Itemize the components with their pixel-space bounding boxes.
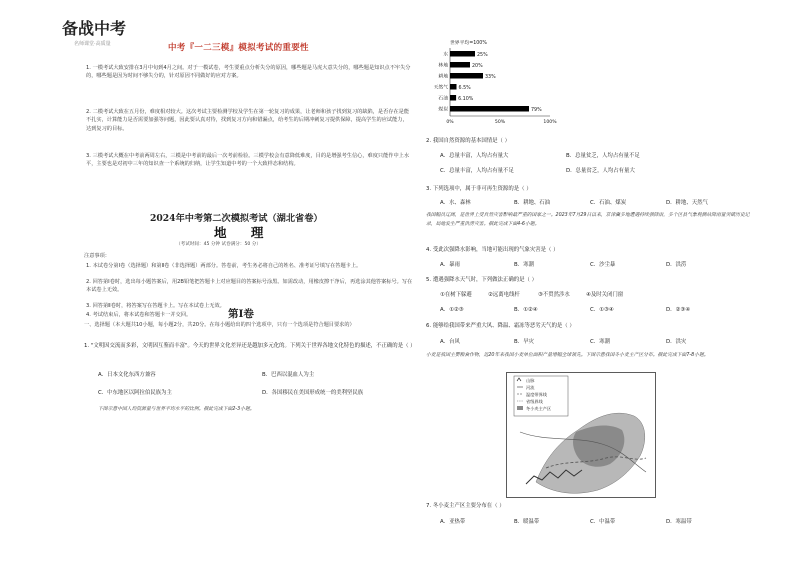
category-label: 林地 bbox=[438, 63, 448, 69]
intro-paragraph-3: 3. 三模考试大概在中考前两周左右，三模是中考前的最后一次考前检验。三模学校会有意降低难度，目的是增强考生信心，难度只能作中上水平，主要也是对初中三年的知识查一个系统的归纳，让学生知道中考的一个大致样态和结构。 bbox=[86, 153, 410, 168]
q5-option-b: B．①②④ bbox=[514, 307, 538, 313]
q5-option-c: C．①③④ bbox=[590, 307, 614, 313]
category-label: 耕地 bbox=[438, 74, 448, 80]
notes-title: 注意事项： bbox=[84, 253, 110, 259]
category-label: 煤炭 bbox=[438, 107, 448, 113]
question-3: 3. 下列选项中，属于非可再生资源的是（ ） bbox=[426, 186, 532, 192]
q1-option-d: D．各国移民在美国形成统一的美利坚民族 bbox=[262, 390, 364, 396]
q5-statement-3: ③不贸然涉水 bbox=[538, 292, 570, 298]
resource-bar-chart bbox=[422, 36, 562, 132]
q3-option-d: D．耕地、天然气 bbox=[666, 200, 708, 206]
q5-statement-1: ①在树下躲避 bbox=[440, 292, 472, 298]
wheat-area-icon bbox=[517, 406, 523, 410]
question-4: 4. 受此次强降水影响，当地可能出现的气象灾害是（ ） bbox=[426, 247, 559, 253]
value-label: 33% bbox=[485, 74, 496, 80]
x-tick-label: 100% bbox=[543, 120, 557, 125]
question-6: 6. 能够给我国带来严重大风、降温、霜冻等恶劣天气的是（ ） bbox=[426, 323, 575, 329]
value-label: 6.10% bbox=[458, 96, 474, 102]
category-label: 水 bbox=[443, 52, 448, 58]
x-tick-label: 0% bbox=[446, 120, 454, 125]
exam-info: （考试时间：45 分钟 试卷满分：50 分） bbox=[176, 242, 261, 247]
intro-paragraph-2: 2. 二模考试大致在五月份，难度相对较大。这次考试主要检测学校及学生在第一轮复习的成果，让老师和孩子找到复习的缺陷，是否存在是能不扎实，计算能力是否需要加强等问题，因此要认真对待，找到复习方向和错漏点，给考生的后期冲刺复习提供保障，提高学生的应试能力，达到复习的目标。 bbox=[86, 109, 410, 132]
question-2: 2. 我国自然资源的基本国情是（ ） bbox=[426, 138, 511, 144]
q3-option-b: B．耕地、石油 bbox=[514, 200, 551, 206]
note-1: 1. 本试卷分第Ⅰ卷（选择题）和第Ⅱ卷（非选择题）两部分。答卷前，考生务必将自己的姓名、准考证号填写在答题卡上。 bbox=[86, 263, 362, 269]
logo-subtext: 名师课堂·高质量 bbox=[74, 41, 111, 47]
note-4: 4. 考试结束后，将本试卷和答题卡一并交回。 bbox=[86, 312, 192, 318]
q4-option-a: A．暴雨 bbox=[440, 262, 460, 268]
value-label: 79% bbox=[531, 107, 542, 113]
note-2: 2. 回答第Ⅰ卷时，选出每小题答案后，用2B铅笔把答题卡上对应题目的答案标号涂黑。如需改动，用橡皮擦干净后，再选涂其他答案标号。写在本试卷上无效。 bbox=[86, 279, 413, 293]
q3-option-c: C．石油、煤炭 bbox=[590, 200, 627, 206]
q7-option-b: B．暖温带 bbox=[514, 519, 540, 525]
q5-statement-2: ②远离电线杆 bbox=[488, 292, 520, 298]
q1-option-a: A．日本文化东西方兼容 bbox=[98, 372, 156, 378]
q2-option-a: A．总量丰富，人均占有量大 bbox=[440, 153, 509, 159]
q5-statement-4: ④及时关闭门窗 bbox=[586, 292, 624, 298]
exam-title: 2024年中考第二次模拟考试（湖北省卷） bbox=[150, 213, 323, 224]
logo-text: 备战中考 bbox=[62, 19, 127, 38]
section-desc: 一、选择题（本大题共10小题，每小题2分，共20分。在每小题给出的四个选项中，只有一个选项是符合题目要求的） bbox=[84, 322, 355, 328]
intro-paragraph-1: 1. 一模考试大致安排在3月中旬到4月之间。对于一模试卷，考生要重点分析失分的原因，哪些题是马虎大意失分的，哪些题是知识点不牢失分的，哪些题是因为时间不够失分的，针对原因不同做好的应对方案。 bbox=[86, 65, 411, 80]
brand-logo bbox=[60, 14, 132, 48]
q2-option-d: D．总量贫乏，人均占有量大 bbox=[566, 168, 635, 174]
q5-option-a: A．①②③ bbox=[440, 307, 464, 313]
q7-option-a: A．亚热带 bbox=[440, 519, 466, 525]
q6-option-c: C．寒潮 bbox=[590, 339, 610, 345]
q3-option-a: A．水、森林 bbox=[440, 200, 471, 206]
disaster-lead: 我国幅员辽阔，是世界上受自然灾害影响最严重的国家之一。2023年7月29日以来，京津冀多地遭遇持续强降雨，多个区县气象观测站降雨量突破历史记录，局地发生严重洪涝灾害。据此完成下面4-6小题。 bbox=[426, 213, 750, 227]
q4-option-b: B．寒潮 bbox=[514, 262, 534, 268]
question-5: 5. 遭遇强降水天气时，下列做法正确的是（ ） bbox=[426, 277, 537, 283]
value-label: 25% bbox=[477, 52, 488, 58]
q2-option-b: B．总量贫乏，人均占有量不足 bbox=[566, 153, 640, 159]
q1-option-b: B．巴西以混血人为主 bbox=[262, 372, 315, 378]
wheat-region-map bbox=[506, 372, 656, 498]
bar bbox=[450, 95, 456, 101]
q2-option-c: C．总量丰富，人均占有量不足 bbox=[440, 168, 514, 174]
q5-option-d: D．②③④ bbox=[666, 307, 691, 313]
highlight-title: 中考『一二三模』模拟考试的重要性 bbox=[168, 43, 309, 53]
subject-title: 地 理 bbox=[214, 225, 274, 240]
wheat-lead: 小麦是我国主要粮食作物，近20年来我国小麦单位面积产量增幅全球领先。下图示意我国冬小麦主产区分布。据此完成下面7-8小题。 bbox=[426, 353, 709, 358]
legend-temp-boundary: 温度带界线 bbox=[526, 392, 547, 397]
question-1: 1. "文明因交流而多彩，文明因互鉴而丰富"。今天的世界文化差异还是越加多元化的。下列关于世界各地文化特色的描述，不正确的是（ ） bbox=[84, 343, 416, 349]
category-label: 天然气 bbox=[433, 85, 448, 91]
map-legend bbox=[514, 376, 568, 416]
q7-option-c: C．中温带 bbox=[590, 519, 616, 525]
note-3: 3. 回答第Ⅱ卷时，将答案写在答题卡上。写在本试卷上无效。 bbox=[86, 303, 225, 309]
value-label: 6.5% bbox=[458, 85, 471, 91]
question-7: 7. 冬小麦主产区主要分布在（ ） bbox=[426, 503, 505, 509]
section-heading: 第Ⅰ卷 bbox=[228, 308, 254, 320]
x-tick-label: 50% bbox=[494, 120, 506, 125]
bar bbox=[450, 62, 470, 68]
q6-option-d: D．洪灾 bbox=[666, 339, 687, 345]
q6-option-b: B．旱灾 bbox=[514, 339, 534, 345]
legend-river: 河流 bbox=[526, 385, 535, 390]
value-label: 20% bbox=[472, 63, 483, 69]
q4-option-c: C．沙尘暴 bbox=[590, 262, 616, 268]
legend-mountain: 山脉 bbox=[526, 378, 535, 383]
legend-province: 省级界线 bbox=[526, 399, 543, 404]
q6-option-a: A．台风 bbox=[440, 339, 460, 345]
q4-option-d: D．洪涝 bbox=[666, 262, 687, 268]
bar bbox=[450, 106, 529, 112]
bar bbox=[450, 73, 483, 79]
legend-wheat: 冬小麦主产区 bbox=[526, 406, 552, 411]
bar bbox=[450, 84, 457, 90]
chart-title: 世界平均=100% bbox=[450, 41, 487, 46]
bar bbox=[450, 51, 475, 57]
chart-lead: 下图示意中国人均资源量与世界平均水平的比例。据此完成下面2-3小题。 bbox=[98, 407, 255, 412]
q7-option-d: D．寒温带 bbox=[666, 519, 692, 525]
q1-option-c: C．中东地区以阿拉伯民族为主 bbox=[98, 390, 172, 396]
category-label: 石油 bbox=[438, 96, 448, 102]
